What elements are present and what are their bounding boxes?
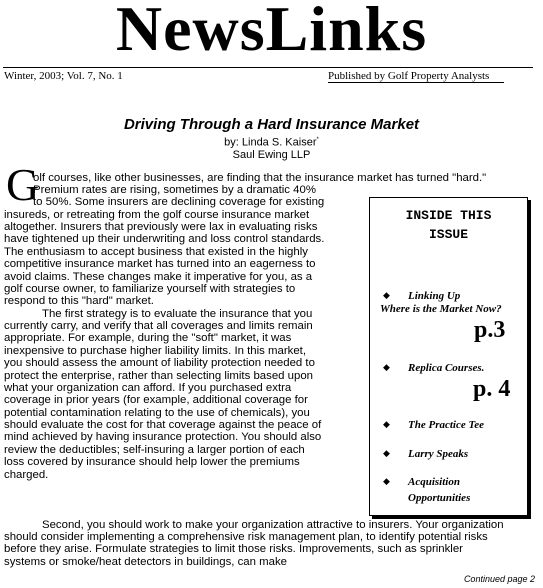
body-line: respond to this "hard" market. [4, 295, 154, 307]
issue-info: Winter, 2003; Vol. 7, No. 1 [4, 70, 123, 82]
body-line: review the deductibles; self-insuring a larger portion of each [4, 444, 305, 456]
continued-note: Continued page 2 [463, 574, 535, 584]
toc-item-practice-tee[interactable]: The Practice Tee [408, 419, 484, 431]
inside-heading-line1: INSIDE THIS [405, 208, 492, 223]
article-title: Driving Through a Hard Insurance Market [123, 116, 420, 133]
toc-item-linking-up-subtitle[interactable]: Where is the Market Now? [380, 303, 502, 315]
body-line: The first strategy is to evaluate the insurance that you [42, 308, 313, 320]
author-footnote-mark: * [316, 137, 319, 143]
bullet-icon: ◆ [383, 477, 390, 487]
body-line: olf courses, like other businesses, are finding that the insurance market has turned "hard." [33, 172, 487, 184]
body-line: you should assess the amount of liability protection needed to [4, 357, 315, 369]
body-line: systems or smoke/heat detectors in buildings, can make [4, 556, 287, 568]
bullet-icon: ◆ [383, 449, 390, 459]
body-line: before they arise. Formulate strategies to limit those risks. Improvements, such as sprinkler [4, 543, 463, 555]
drop-cap: G [6, 159, 40, 210]
body-line: should consider implementing a comprehensive risk management plan, to identify potential risks [4, 531, 488, 543]
toc-item-linking-up[interactable]: Linking Up [408, 290, 461, 302]
body-line: coverage in prior years (for example, additional coverage for [4, 394, 308, 406]
body-line: currently carry, and verify that all coverages and limits remain [4, 320, 313, 332]
bullet-icon: ◆ [383, 291, 390, 301]
body-line: competitive insurance market has turned into an eagerness to [4, 258, 316, 270]
body-line: what your organization can afford. If you purchased extra [4, 382, 292, 394]
body-line: have tightened up their underwriting and loss control standards. [4, 233, 325, 245]
body-line: Second, you should work to make your organization attractive to insurers. Your organization [42, 519, 504, 531]
body-line: protect the enterprise, rather than selecting limits based upon [4, 370, 313, 382]
body-line: appropriate. For example, during the "soft" market, it was [4, 332, 292, 344]
body-line: charged. [4, 469, 49, 481]
toc-item-acquisition[interactable]: Acquisition [408, 476, 460, 488]
inside-heading-line2: ISSUE [428, 227, 468, 242]
article-byline [0, 134, 543, 161]
body-line: potential contamination relating to the use of chemicals), you [4, 407, 310, 419]
body-line: mind achieved by having insurance protection. You should also [4, 431, 322, 443]
inside-this-issue-box [369, 197, 528, 516]
body-line: golf course owner, to familiarize yourself with strategies to [4, 283, 296, 295]
body-line: Premium rates are rising, sometimes by a dramatic 40% [33, 184, 316, 196]
masthead-rule-top [3, 67, 533, 68]
toc-item-larry-speaks[interactable]: Larry Speaks [408, 448, 469, 460]
body-line: altogether. Insurers that previously were lax in evaluating risks [4, 221, 318, 233]
body-line: insureds, or retreating from the golf course insurance market [4, 209, 310, 221]
body-line: The enthusiasm to accept business that existed in the highly [4, 246, 308, 258]
masthead-title: NewsLinks [115, 0, 428, 64]
bullet-icon: ◆ [383, 420, 390, 430]
toc-item-acquisition-subtitle[interactable]: Opportunities [408, 492, 471, 504]
toc-item-replica-courses[interactable]: Replica Courses. [408, 362, 485, 374]
publisher-underline [328, 82, 504, 83]
inside-heading [370, 206, 527, 244]
toc-page-number: p.3 [474, 317, 506, 343]
publisher-info: Published by Golf Property Analysts [328, 70, 490, 82]
body-line: inexpensive to purchase higher liability limits. In this market, [4, 345, 306, 357]
author-affiliation: Saul Ewing LLP [232, 148, 311, 161]
body-line: should evaluate the cost for that coverage against the peace of [4, 419, 322, 431]
toc-page-number: p. 4 [473, 376, 511, 402]
body-line: loss covered by insurance should help lower the premiums [4, 456, 300, 468]
body-line: avoid claims. These changes make it imperative for you, as a [4, 271, 313, 283]
author-name: by: Linda S. Kaiser [224, 136, 317, 149]
bullet-icon: ◆ [383, 363, 390, 373]
body-line: to 50%. Some insurers are declining coverage for existing [33, 196, 325, 208]
